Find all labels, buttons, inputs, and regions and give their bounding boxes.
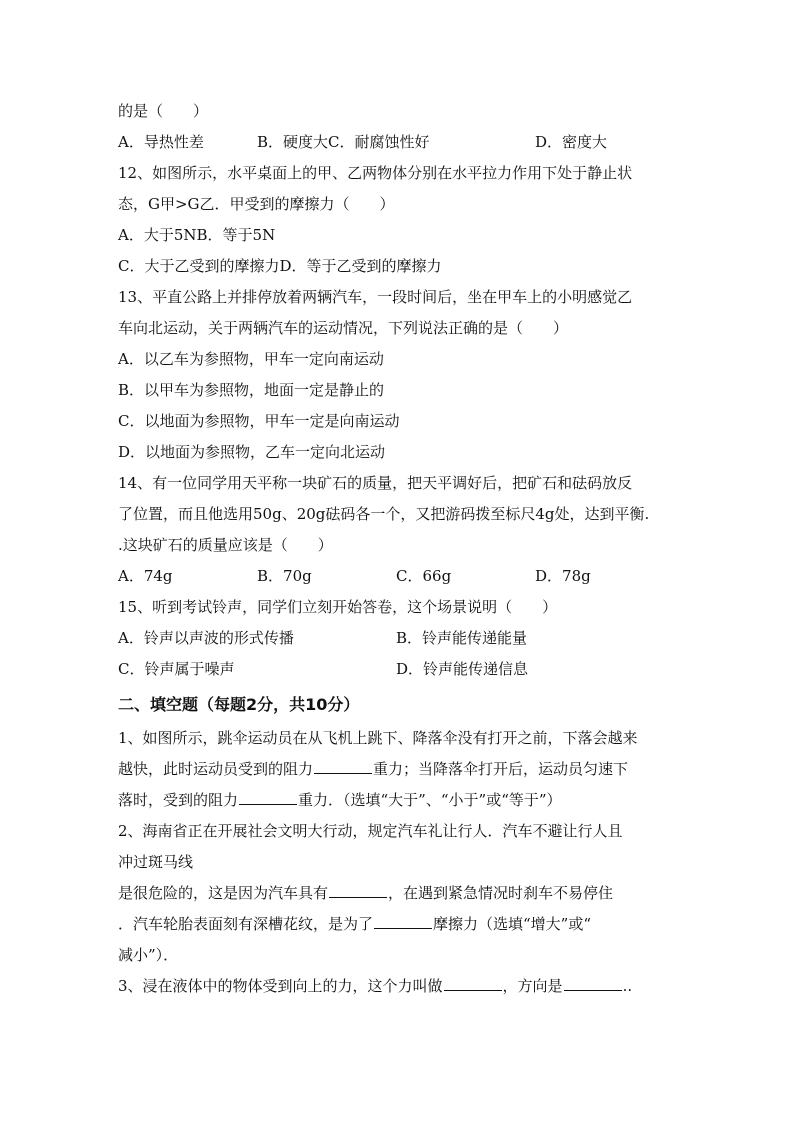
q15-option-a: A．铃声以声波的形式传播: [118, 629, 294, 647]
q13-option-b: B．以甲车为参照物，地面一定是静止的: [118, 381, 385, 399]
answer-blank: [444, 976, 502, 991]
q12-option-ab: A．大于5NB．等于5N: [118, 226, 276, 244]
q11-options: [118, 127, 678, 158]
q13-option-a: A．以乙车为参照物，甲车一定向南运动: [118, 350, 384, 368]
answer-blank: [329, 883, 387, 898]
q11-option-d: D．密度大: [535, 133, 608, 151]
q13-option-c: C．以地面为参照物，甲车一定是向南运动: [118, 412, 400, 430]
q15-line1: 15、听到考试铃声，同学们立刻开始答卷，这个场景说明（ ）: [118, 598, 558, 616]
q11-option-a: A．导热性差: [118, 133, 204, 151]
q13-line2: 车向北运动，关于两辆汽车的运动情况，下列说法正确的是（ ）: [118, 319, 569, 337]
q15-options-row1: [118, 623, 678, 654]
q12-option-cd: C．大于乙受到的摩擦力D．等于乙受到的摩擦力: [118, 257, 442, 275]
q14-option-b: B．70g: [257, 567, 312, 585]
f2-line4-b: 摩擦力（选填“增大”或“: [433, 915, 592, 933]
q15-option-b: B．铃声能传递能量: [396, 629, 528, 647]
f1-line2-b: 重力；当降落伞打开后，运动员匀速下: [373, 760, 629, 778]
f2-line1: 2、海南省正在开展社会文明大行动，规定汽车礼让行人．汽车不避让行人且: [118, 822, 623, 840]
q14-line1: 14、有一位同学用天平称一块矿石的质量，把天平调好后，把矿石和砝码放反: [118, 474, 633, 492]
q13-option-d: D．以地面为参照物，乙车一定向北运动: [118, 443, 386, 461]
answer-blank: [314, 759, 372, 774]
f1-line2: [118, 754, 678, 785]
f1-line2-a: 越快，此时运动员受到的阻力: [118, 760, 314, 778]
f3-line1-a: 3、浸在液体中的物体受到向上的力，这个力叫做: [118, 977, 443, 995]
q15-option-d: D．铃声能传递信息: [396, 660, 529, 678]
f2-line3: [118, 878, 678, 909]
f2-line4: [118, 909, 678, 940]
q12-line2: 态，G甲>G乙．甲受到的摩擦力（ ）: [118, 195, 395, 213]
answer-blank: [239, 790, 297, 805]
f2-line3-b: ，在遇到紧急情况时刹车不易停住: [388, 884, 614, 902]
q14-option-c: C．66g: [396, 567, 452, 585]
q11-option-bc: B．硬度大C．耐腐蚀性好: [257, 133, 430, 151]
answer-blank: [374, 914, 432, 929]
f3-line1-c: ..: [622, 977, 633, 995]
q14-line2: 了位置，而且他选用50g、20g砝码各一个，又把游码拨至标尺4g处，达到平衡.: [118, 505, 650, 523]
f3-line1-b: ，方向是: [502, 977, 563, 995]
f1-line3-a: 落时，受到的阻力: [118, 791, 239, 809]
answer-blank: [564, 976, 622, 991]
q11-tail: 的是（ ）: [118, 102, 209, 120]
exam-page: [118, 96, 678, 1002]
f1-line1: 1、如图所示，跳伞运动员在从飞机上跳下、降落伞没有打开之前，下落会越来: [118, 729, 638, 747]
q14-options: [118, 561, 678, 592]
q15-option-c: C．铃声属于噪声: [118, 660, 235, 678]
q14-option-a: A．74g: [118, 567, 173, 585]
q14-option-d: D．78g: [535, 567, 591, 585]
f1-line3-b: 重力．（选填“大于”、“小于”或“等于”）: [298, 791, 562, 809]
f1-line3: [118, 785, 678, 816]
q12-line1: 12、如图所示，水平桌面上的甲、乙两物体分别在水平拉力作用下处于静止状: [118, 164, 633, 182]
f2-line4-a: ．汽车轮胎表面刻有深槽花纹，是为了: [118, 915, 374, 933]
section2-heading: 二、填空题（每题2分，共10分）: [118, 695, 360, 714]
q14-line3: .这块矿石的质量应该是（ ）: [118, 536, 333, 554]
f2-line5: 减小”）．: [118, 946, 179, 964]
q13-line1: 13、平直公路上并排停放着两辆汽车，一段时间后，坐在甲车上的小明感觉乙: [118, 288, 633, 306]
f2-line3-a: 是很危险的，这是因为汽车具有: [118, 884, 329, 902]
f3-line1: [118, 971, 678, 1002]
q15-options-row2: [118, 654, 678, 685]
f2-line2: 冲过斑马线: [118, 853, 194, 871]
